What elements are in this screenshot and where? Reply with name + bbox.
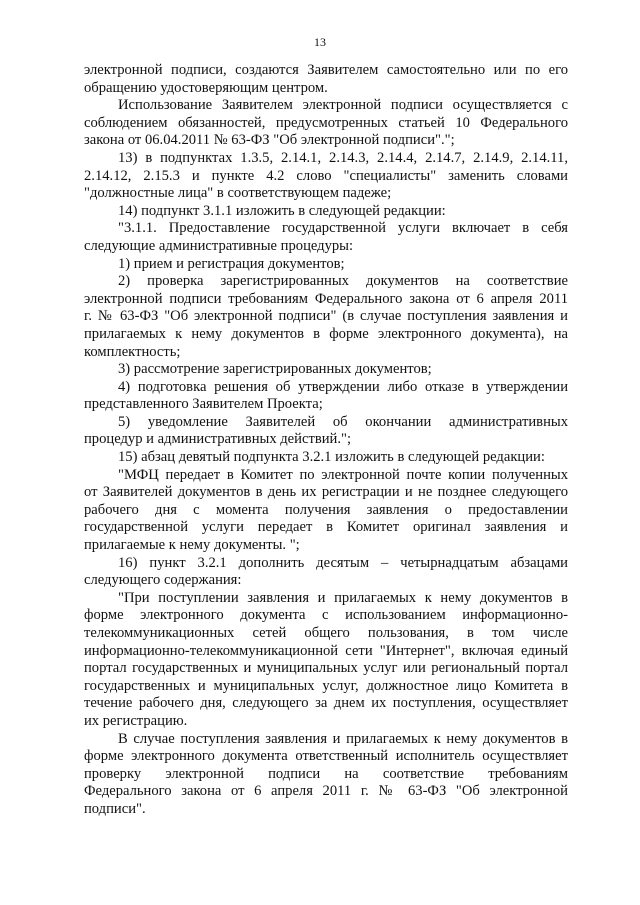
text-line: 2) проверка зарегистрированных документов на соответствие — [118, 273, 568, 290]
text-line: "должностные лица" в соответствующем падеже; — [84, 185, 392, 202]
text-line: процедур и административных действий."; — [84, 431, 351, 448]
text-line: прилагаемые к нему документы. "; — [84, 537, 300, 554]
text-line: информационно-телекоммуникационной сети "Интернет", включая единый — [84, 642, 568, 659]
text-line: течение рабочего дня, следующего за днем их поступления, осуществляет — [84, 695, 568, 712]
text-line: 3) рассмотрение зарегистрированных документов; — [118, 361, 432, 378]
text-line: 5) уведомление Заявителей об окончании административных — [118, 413, 568, 430]
text-line: 16) пункт 3.2.1 дополнить десятым – четырнадцатым абзацами — [118, 554, 568, 571]
text-line: соблюдением обязанностей, предусмотренных статьей 10 Федерального — [84, 114, 568, 131]
text-line: представленного Заявителем Проекта; — [84, 396, 323, 413]
text-line: электронной подписи требованиям Федерального закона от 6 апреля 2011 — [84, 290, 568, 307]
text-line: телекоммуникационных сетей общего пользования, в том числе — [84, 625, 568, 641]
text-line: проверку электронной подписи на соответствие требованиям — [84, 765, 568, 782]
text-line: Федерального закона от 6 апреля 2011 г. № 63-ФЗ "Об электронной — [84, 783, 568, 800]
text-line: Использование Заявителем электронной подписи осуществляется с — [118, 97, 568, 114]
text-line: форме электронного документа ответственный исполнитель осуществляет — [84, 748, 568, 765]
text-line: обращению удостоверяющим центром. — [84, 79, 328, 96]
text-line: 1) прием и регистрация документов; — [118, 255, 345, 272]
text-line: закона от 06.04.2011 № 63-ФЗ "Об электронной подписи"."; — [84, 132, 455, 149]
document-body — [84, 62, 568, 819]
text-line: их регистрацию. — [84, 712, 188, 729]
text-line: электронной подписи, создаются Заявителем самостоятельно или по его — [84, 62, 568, 78]
text-line: 13) в подпунктах 1.3.5, 2.14.1, 2.14.3, 2.14.4, 2.14.7, 2.14.9, 2.14.11, — [118, 149, 568, 166]
text-line: г. № 63-ФЗ "Об электронной подписи" (в случае поступления заявления и — [84, 308, 568, 325]
text-line: "3.1.1. Предоставление государственной услуги включает в себя — [118, 220, 568, 237]
text-line: следующие административные процедуры: — [84, 237, 354, 254]
text-line: подписи". — [84, 800, 146, 817]
text-line: 2.14.12, 2.15.3 и пункте 4.2 слово "специалисты" заменить словами — [84, 167, 568, 184]
page-number: 13 — [314, 35, 326, 49]
text-line: "При поступлении заявления и прилагаемых к нему документов в — [118, 589, 568, 606]
text-line: государственной услуги передает в Комитет оригинал заявления и — [84, 519, 568, 536]
text-line: рабочего дня с момента получения заявления о предоставлении — [84, 501, 568, 518]
text-line: государственных и муниципальных услуг, должностное лицо Комитета в — [84, 677, 568, 694]
text-line: форме электронного документа с использованием информационно- — [84, 607, 568, 624]
text-line: В случае поступления заявления и прилагаемых к нему документов в — [118, 730, 568, 747]
text-line: 14) подпункт 3.1.1 изложить в следующей редакции: — [118, 202, 446, 219]
text-line: 15) абзац девятый подпункта 3.2.1 изложить в следующей редакции: — [118, 449, 545, 466]
text-line: 4) подготовка решения об утверждении либо отказе в утверждении — [118, 378, 568, 395]
text-line: портал государственных и муниципальных услуг или региональный портал — [84, 660, 568, 677]
text-line: прилагаемых к нему документов в форме электронного документа), на — [84, 325, 568, 342]
text-line: комплектность; — [84, 343, 181, 360]
text-line: "МФЦ передает в Комитет по электронной почте копии полученных — [118, 466, 568, 483]
text-line: следующего содержания: — [84, 572, 242, 589]
text-line: от Заявителей документов в день их регистрации и не позднее следующего — [84, 484, 568, 501]
